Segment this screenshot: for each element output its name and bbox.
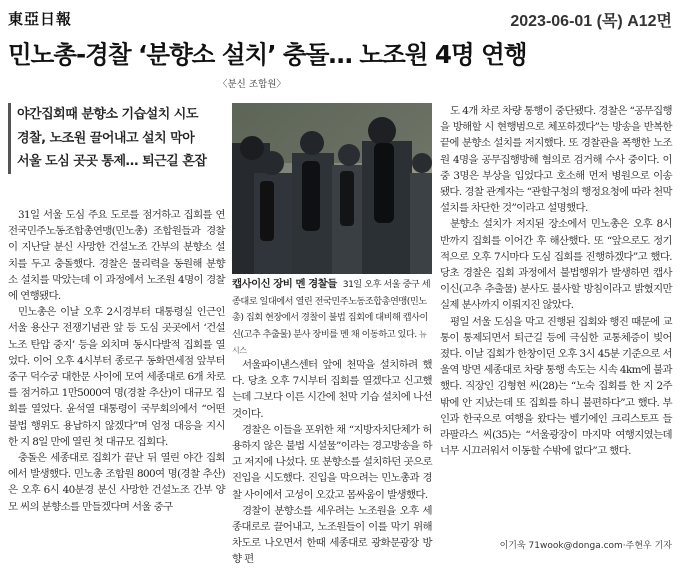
masthead [8, 8, 672, 30]
body-paragraph: 31일 서울 도심 주요 도로를 점거하고 집회를 연 전국민주노동조합총연맹(민노총) 조합원들과 경찰이 지난달 분신 사망한 건설노조 간부의 분향소 설치를 두고 충돌했다. 경찰은 물리력을 동원해 분향소 설치를 막았는데 이 과정에서 노조원 4명이 경찰에 연행됐다. [8, 209, 225, 303]
body-paragraph: 분향소 설치가 저지된 장소에서 민노총은 오후 8시 반까지 집회를 이어간 후 해산했다. 또 “앞으로도 정기적으로 오후 7시마다 도심 집회를 진행하겠다”고 했다. 당초 경찰은 집회 과정에서 불법행위가 발생하면 캡사이신(고추 추출물) 분사도 불사할 방침이라고 밝혔지만 실제 분사까지 이뤄지진 않았다. [440, 218, 672, 312]
police-officers-photo [232, 103, 432, 274]
article-headline: 민노총-경찰 ‘분향소 설치’ 충돌… 노조원 4명 연행 [8, 40, 527, 69]
deck-line: 서울 도심 곳곳 통제… 퇴근길 혼잡 [17, 154, 207, 169]
body-paragraph: 평일 서울 도심을 막고 진행된 집회와 행진 때문에 교통이 통제되면서 퇴근길 등에 극심한 교통체증이 빚어졌다. 이날 집회가 한창이던 오후 3시 45분 기준으로 서울역 방면 세종대로 차량 통행 속도는 시속 4km에 불과했다. 직장인 김형현 씨(28)는 “노숙 집회를 한 지 2주밖에 안 지났는데 또 집회를 하니 불편하다”고 했다. 부인과 한국으로 여행을 왔다는 벨기에인 크리스토프 들라팔라스 씨(35)는 “서울광장이 마지막 여행지였는데 너무 시끄러워서 이동할 수밖에 없다”고 했다. [440, 315, 672, 458]
body-paragraph: 서울파이낸스센터 앞에 천막을 설치하려 했다. 당초 오후 7시부터 집회를 열겠다고 신고했는데 그보다 이른 시간에 천막 기습 설치에 나선 것이다. [232, 359, 432, 420]
body-column-middle [232, 357, 432, 568]
headline-subcredit: 〈분신 조합원〉 [218, 79, 286, 90]
body-paragraph: 충돌은 세종대로 집회가 끝난 뒤 열린 야간 집회에서 발생했다. 민노총 조합원 800여 명(경찰 추산)은 오후 6시 40분경 분신 사망한 건설노조 간부 양모 씨의 분향소를 만들겠다며 서울 중구 [8, 452, 225, 513]
body-paragraph: 민노총은 이날 오후 2시경부터 대통령실 인근인 서울 용산구 전쟁기념관 앞 등 도심 곳곳에서 ‘건설노조 탄압 중지’ 등을 외치며 동시다발적 집회를 열었다. 이어 오후 4시부터 종로구 동화면세점 앞부터 중구 덕수궁 대한문 사이에 모여 세종대로 6개 차로를 점거하고 1만5000여 명(경찰 추산)이 대규모 집회를 열었다. 윤석열 대통령이 국무회의에서 “어떤 불법 행위도 용납하지 않겠다”며 엄정 대응을 지시한 지 8일 만에 열린 첫 대규모 집회다. [8, 306, 225, 448]
article-byline: 이기욱 71wook@donga.com·주현우 기자 [499, 541, 672, 551]
news-photo [232, 103, 432, 274]
caption-credit: 뉴시스 [232, 329, 427, 355]
issue-date-page: 2023-06-01 (목) A12면 [510, 13, 672, 30]
article-deck [8, 103, 230, 174]
body-paragraph: 경찰이 분향소를 세우려는 노조원을 오후 세종대로로 끌어내고, 노조원들이 이를 막기 위해 차도로 나오면서 한때 세종대로 광화문광장 방향 편 [232, 504, 432, 566]
body-paragraph: 경찰은 이들을 포위한 채 “지방자치단체가 허용하지 않은 불법 시설물”이라는 경고방송을 하고 저지에 나섰다. 또 분향소를 설치하던 곳으로 진입을 시도했다. 진입을 막으려는 민노총과 경찰 사이에서 고성이 오갔고 몸싸움이 발생했다. [232, 423, 432, 501]
body-paragraph: 도 4개 차로 차량 통행이 중단됐다. 경찰은 “공무집행을 방해할 시 현행범으로 체포하겠다”는 방송을 반복한 끝에 분향소 설치를 저지했다. 또 경찰관을 폭행한 노조원 4명을 공무집행방해 혐의로 검거해 수사 중이다. 이 중 3명은 부상을 입었다고 호소해 먼저 병원으로 이송됐다. 경찰 관계자는 “관할구청의 행정요청에 따라 천막 설치를 차단한 것”이라고 설명했다. [440, 105, 672, 215]
photo-caption [232, 276, 432, 360]
deck-line: 경찰, 노조원 끌어내고 설치 막아 [17, 130, 195, 146]
body-column-left [8, 207, 225, 515]
deck-line: 야간집회때 분향소 기습설치 시도 [17, 107, 198, 122]
body-column-right [440, 103, 672, 459]
caption-text: 31일 오후 서울 중구 세종대로 일대에서 열린 전국민주노동조합총연맹(민노총) 집회 현장에서 경찰이 불법 집회에 대비해 캡사이신(고추 추출물) 분사 장비를 멘 채 이동하고 있다. [232, 279, 431, 340]
newspaper-logo: 東亞日報 [8, 10, 73, 28]
caption-title: 캡사이신 장비 멘 경찰들 [232, 278, 337, 290]
